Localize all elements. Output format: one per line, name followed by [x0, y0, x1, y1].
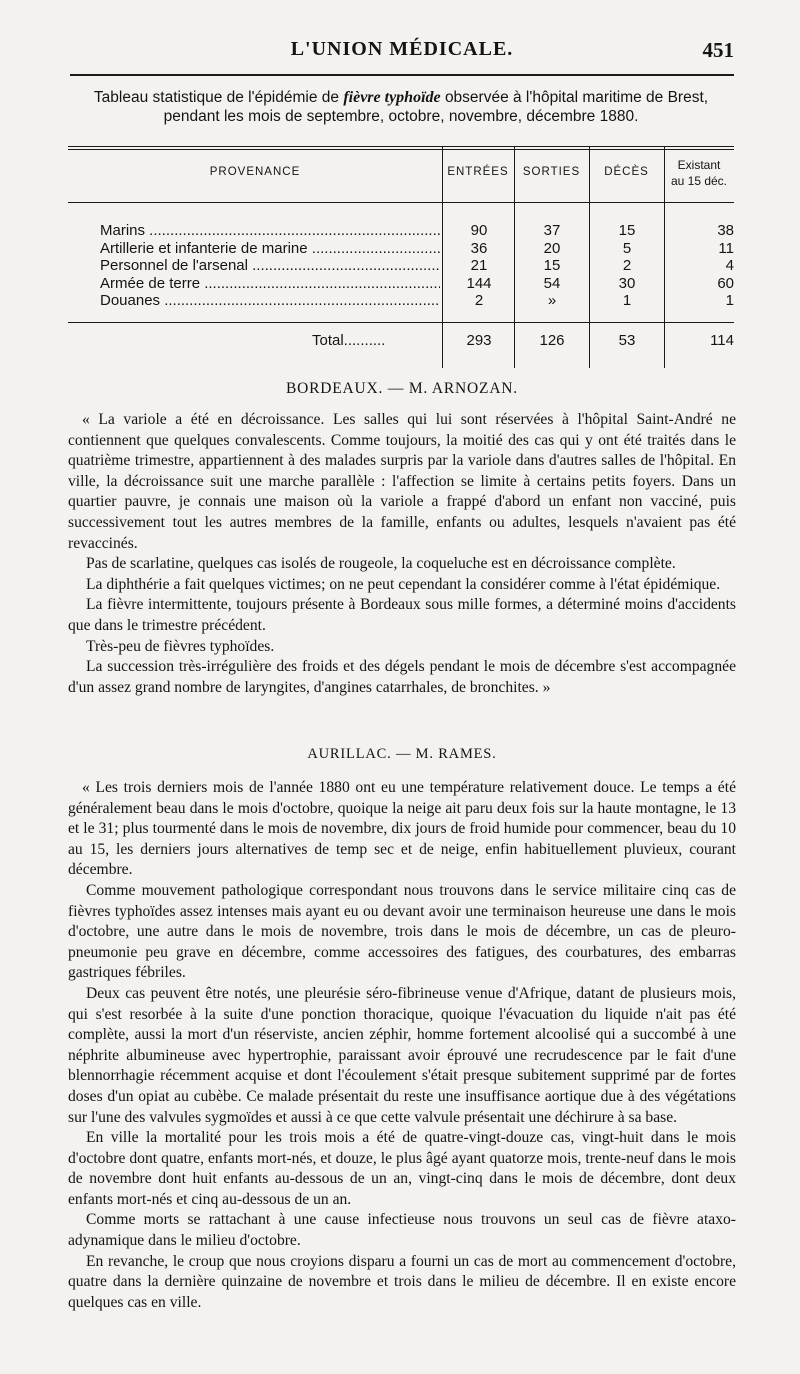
row-deces: 15	[618, 222, 636, 239]
row-label: Personnel de l'arsenal .....	[100, 257, 440, 274]
header-sorties: SORTIES	[522, 166, 581, 178]
row-label: Douanes .....	[100, 292, 440, 309]
row-entrees: 21	[470, 257, 488, 274]
table-row	[68, 292, 734, 310]
row-existant: 11	[718, 239, 734, 257]
row-deces: 5	[622, 239, 632, 257]
total-label: Total..........	[312, 332, 386, 349]
header-entrees: ENTRÉES	[447, 166, 509, 178]
paragraph: En revanche, le croup que nous croyions disparu a fourni un cas de mort au commencement d'octobre, quatre dans la dernière quinzaine de novembre et trois dans le milieu de décembre. Il en existe encore quelques cas en ville.	[68, 1252, 736, 1311]
caption-text-after: observée à l'hôpital maritime de Brest, pendant les mois de septembre, octobre, novembre, décembre 1880.	[163, 89, 709, 125]
paragraph: La succession très-irrégulière des froids et des dégels pendant le mois de décembre s'est accompagnée d'un assez grand nombre de laryngites, d'angines catarrhales, de bronchites. »	[68, 658, 736, 696]
row-deces: 30	[618, 274, 636, 292]
page-number: 451	[702, 38, 734, 62]
row-deces: 2	[622, 257, 632, 274]
paragraph: Pas de scarlatine, quelques cas isolés de rougeole, la coqueluche est en décroissance complète.	[86, 555, 676, 573]
paragraph: La diphthérie a fait quelques victimes; on ne peut cependant la considérer comme à l'état épidémique.	[86, 575, 721, 593]
table-caption	[68, 88, 734, 126]
table-top-rule-2	[68, 149, 734, 150]
header-provenance: PROVENANCE	[209, 166, 301, 178]
bordeaux-report	[68, 410, 736, 698]
row-entrees: 144	[466, 274, 492, 292]
statistics-table	[68, 146, 734, 374]
header-existant-date: au 15 déc.	[670, 174, 728, 188]
table-row	[68, 240, 734, 258]
total-entrees: 293	[466, 332, 492, 349]
section-title-aurillac: AURILLAC. — M. RAMES.	[307, 746, 497, 762]
table-row	[68, 275, 734, 293]
row-entrees: 90	[470, 222, 488, 239]
row-existant: 38	[717, 222, 734, 239]
total-existant: 114	[710, 332, 734, 349]
table-header-rule	[68, 202, 734, 203]
total-sorties: 126	[539, 332, 565, 349]
aurillac-report	[68, 778, 736, 1313]
journal-title: L'UNION MÉDICALE.	[290, 38, 514, 60]
table-body	[68, 222, 734, 310]
section-title-bordeaux: BORDEAUX. — M. ARNOZAN.	[286, 380, 518, 397]
paragraph: Comme morts se rattachant à une cause infectieuse nous trouvons un seul cas de fièvre ataxo-adynamique dans le milieu d'octobre.	[68, 1211, 736, 1250]
paragraph: La fièvre intermittente, toujours présente à Bordeaux sous mille formes, a déterminé moins d'accidents que dans le trimestre précédent.	[68, 596, 736, 634]
running-header	[70, 38, 734, 68]
row-label: Artillerie et infanterie de marine .....	[100, 240, 440, 257]
paragraph: Deux cas peuvent être notés, une pleurésie séro-fibrineuse venue d'Afrique, datant de plusieurs mois, qui s'est resorbée à la suite d'une ponction thoracique, quoique l'évacuation du liquide n'ait pas été complète, aussi la mort d'un réserviste, ancien zéphir, homme fortement alcoolisé qui a succombé à une néphrite albumineuse avec hypertrophie, paraissant avoir éprouvé une recrudescence par le fait d'une blennorrhagie récemment acquise et dont l'écoulement s'était presque subitement supprimé par de fortes doses d'un opiat au cubèbe. Ce malade présentait du reste une insuffisance aortique due à des végétations sur l'une des valvules sygmoïdes et aussi à ce que cette valvule présentait une déchirure à sa base.	[68, 984, 736, 1126]
table-total-row	[68, 332, 734, 352]
header-existant: Existant	[677, 158, 721, 172]
caption-text-before: Tableau statistique de l'épidémie de	[93, 89, 340, 106]
paragraph: Comme mouvement pathologique correspondant nous trouvons dans le service militaire cinq cas de fièvres typhoïdes assez intenses mais ayant eu ou devant avoir une terminaison heureuse une dans le mois d'octobre, une autre dans le mois de novembre, trois dans le mois de décembre, un cas de pleuro-pneumonie peu grave en décembre, comme accessoires des fatigues, des courbatures, des embarras gastriques fébriles.	[68, 881, 736, 982]
row-entrees: 2	[474, 292, 484, 309]
row-label: Marins .....	[100, 222, 440, 239]
row-sorties: »	[547, 292, 557, 309]
paragraph: En ville la mortalité pour les trois mois a été de quatre-vingt-douze cas, vingt-huit dans le mois d'octobre dont quatre, enfants mort-nés, et douze, le plus âgé ayant quatorze mois, trente-neuf dans le mois de novembre dont huit enfants au-dessous de un an, vingt-cinq dans le mois de décembre, dont deux enfants mort-nés et cinq au-dessous de un an.	[68, 1129, 736, 1208]
table-top-rule	[68, 146, 734, 147]
row-sorties: 37	[543, 222, 561, 239]
paragraph: « Les trois derniers mois de l'année 1880 ont eu une température relativement douce. Le temps a été généralement beau dans le mois d'octobre, quoique la neige ait paru deux fois sur la haute montagne, le 13 et le 31; plus tourmenté dans le mois de novembre, dix jours de froid humide pour commencer, beau du 10 au 15, les derniers jours alternatives de temp sec et de neige, enfin habituellement pluvieux, courant décembre.	[68, 779, 736, 879]
row-existant: 4	[725, 257, 734, 274]
row-existant: 60	[717, 274, 734, 292]
row-existant: 1	[725, 292, 734, 309]
header-deces: DÉCÈS	[604, 166, 649, 178]
table-row	[68, 257, 734, 275]
caption-emphasis: fièvre typhoïde	[343, 89, 441, 106]
row-label: Armée de terre .....	[100, 275, 440, 292]
row-sorties: 15	[543, 257, 561, 274]
paragraph: Très-peu de fièvres typhoïdes.	[86, 637, 275, 655]
header-rule	[70, 74, 734, 76]
row-sorties: 20	[543, 239, 561, 257]
table-row	[68, 222, 734, 240]
total-deces: 53	[618, 332, 636, 349]
row-entrees: 36	[470, 239, 488, 257]
row-deces: 1	[622, 292, 632, 309]
row-sorties: 54	[543, 274, 561, 292]
table-total-rule	[68, 322, 734, 323]
paragraph: « La variole a été en décroissance. Les salles qui lui sont réservées à l'hôpital Saint-André ne contiennent que quelques convalescents. Comme toujours, la moitié des cas qui y ont été traités dans le quatrième trimestre, appartiennent à des malades surpris par la variole dans d'autres salles de l'hôpital. En ville, la décroissance suit une marche parallèle : l'affection se limite à certains petits foyers. Dans un quartier pauvre, je connais une maison où la variole a frappé d'abord un enfant non vacciné, puis successivement tout les autres membres de la famille, enfants ou adultes, lesquels n'avaient pas été revaccinés.	[68, 411, 736, 552]
